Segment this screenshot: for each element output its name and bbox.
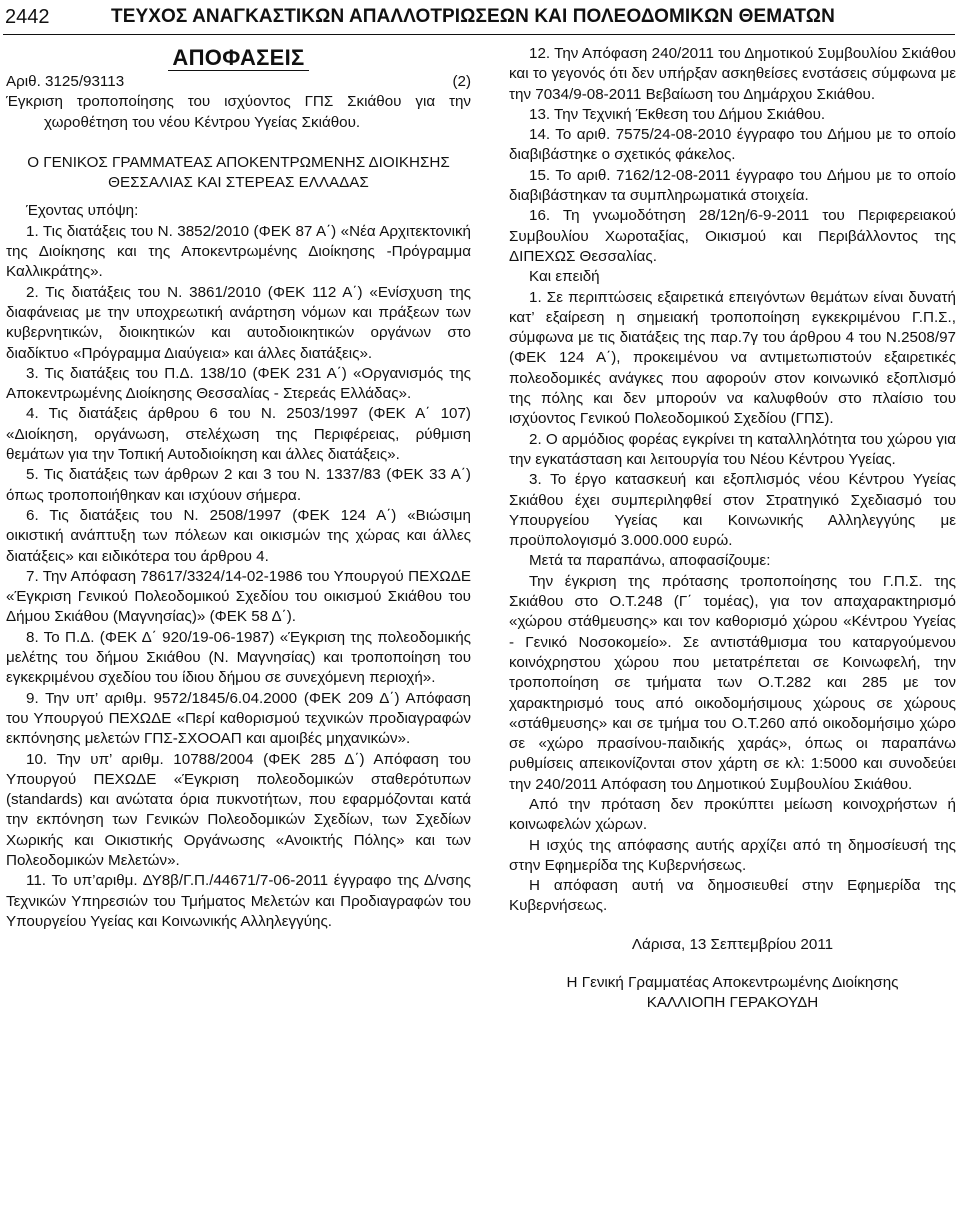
regard-item: 7. Την Απόφαση 78617/3324/14-02-1986 του Υπουργού ΠΕΧΩΔΕ «Έγκριση Γενικού Πολεοδομικού Σχεδίου του οικισμού Σκιάθου του Δήμου Σκιάθου (Μαγνησίας)» (ΦΕΚ 58 Δ΄). — [6, 567, 471, 626]
left-column — [6, 44, 471, 932]
regard-item: 3. Τις διατάξεις του Π.Δ. 138/10 (ΦΕΚ 231 Α΄) «Οργανισμός της Αποκεντρωμένης Διοίκησης Θεσσαλίας - Στερεάς Ελλάδας». — [6, 364, 471, 403]
regard-item: 1. Τις διατάξεις του Ν. 3852/2010 (ΦΕΚ 87 Α΄) «Νέα Αρχιτεκτονική της Διοίκησης και της Αποκεντρωμένης Διοίκησης -Πρόγραμμα Καλλικράτης». — [6, 222, 471, 281]
decision-number: Αριθ. 3125/93113 — [6, 73, 125, 90]
regard-item: 15. Το αριθ. 7162/12-08-2011 έγγραφο του Δήμου με το οποίο διαβιβάστηκαν τα συμπληρωματικά στοιχεία. — [509, 166, 956, 205]
decision-paragraph: Από την πρόταση δεν προκύπτει μείωση κοινοχρήστων ή κοινωφελών χώρων. — [509, 795, 956, 834]
whereas-item: 2. Ο αρμόδιος φορέας εγκρίνει τη καταλληλότητα του χώρου για την εγκατάσταση και λειτουργία του Νέου Κέντρου Υγείας. — [509, 430, 956, 468]
having-regard: Έχοντας υπόψη: — [26, 202, 139, 220]
regard-item: 11. Το υπ’αριθμ. ΔΥ8β/Γ.Π./44671/7-06-2011 έγγραφο της Δ/νσης Τεχνικών Υπηρεσιών του Τμήματος Μελετών και Προδιαγραφών του Υπουργείου Υγείας και Κοινωνικής Αλληλεγγύης. — [6, 872, 471, 930]
regard-item: 4. Τις διατάξεις άρθρου 6 του Ν. 2503/1997 (ΦΕΚ Α΄ 107) «Διοίκηση, οργάνωση, στελέχωση της Περιφέρειας, ρύθμιση θεμάτων για την Τοπική Αυτοδιοίκηση και άλλες διατάξεις». — [6, 405, 471, 464]
regard-item: 5. Τις διατάξεις των άρθρων 2 και 3 του Ν. 1337/83 (ΦΕΚ 33 Α΄) όπως τροποποιήθηκαν και ισχύουν σήμερα. — [6, 466, 471, 504]
regard-item: 8. Το Π.Δ. (ΦΕΚ Δ΄ 920/19-06-1987) «Έγκριση της πολεοδομικής μελέτης του δήμου Σκιάθου (Ν. Μαγνησίας) και τροποποίηση του εγκεκριμένου σχεδίου του ίδιου δήμου σε συνεχόμενη περιοχή». — [6, 628, 471, 687]
signature-title: Η Γενική Γραμματέας Αποκεντρωμένης Διοίκησης — [566, 974, 899, 992]
signature-name: ΚΑΛΛΙΟΠΗ ΓΕΡΑΚΟΥΔΗ — [646, 994, 819, 1012]
regard-item: 14. Το αριθ. 7575/24-08-2010 έγγραφο του Δήμου με το οποίο διαβιβάστηκε ο σχετικός φάκελος. — [509, 126, 956, 164]
decision-paragraph: Την έγκριση της πρότασης τροποποίησης του Γ.Π.Σ. της Σκιάθου στο Ο.Τ.248 (Γ΄ τομέας), για τον απαχαρακτηρισμό «χώρου στάθμευσης» και τον καθορισμό χώρου «Κέντρου Υγείας - Γενικό Νοσοκομείο». Σε αντιστάθμισμα του καταργούμενου κοινόχρηστου χώρου που μετατρέπεται σε Κοινωφελή, την τροποποίηση σε τμήματα των Ο.Τ.282 και 285 με τον χαρακτηρισμό τους από οικοδομήσιμους χώρους σε χώρους «στάθμευσης» και σε τμήμα του Ο.Τ.260 από οικοδομήσιμο χώρο σε «χώρο πρασίνου-παιδικής χαράς», όπως οι παραπάνω ρυθμίσεις απεικονίζονται στον χάρτη σε κλ: 1:5000 και συνοδεύει την 240/2011 Απόφαση του Δημοτικού Συμβουλίου Σκιάθου. — [509, 572, 956, 793]
section-title: ΑΠΟΦΑΣΕΙΣ — [6, 44, 471, 72]
regard-item: 9. Την υπ’ αριθμ. 9572/1845/6.04.2000 (ΦΕΚ 209 Δ΄) Απόφαση του Υπουργού ΠΕΧΩΔΕ «Περί καθορισμού τεχνικών προδιαγραφών εκπόνησης μελετών ΓΠΣ-ΣΧΟΟΑΠ και αμοιβές μηχανικών». — [6, 689, 471, 748]
decision-number-line — [6, 72, 471, 92]
regard-item: 13. Την Τεχνική Έκθεση του Δήμου Σκιάθου. — [529, 105, 826, 123]
issuer-heading: Ο ΓΕΝΙΚΟΣ ΓΡΑΜΜΑΤΕΑΣ ΑΠΟΚΕΝΤΡΩΜΕΝΗΣ ΔΙΟΙΚΗΣΗΣ ΘΕΣΣΑΛΙΑΣ ΚΑΙ ΣΤΕΡΕΑΣ ΕΛΛΑΔΑΣ — [27, 153, 450, 192]
whereas-item: 1. Σε περιπτώσεις εξαιρετικά επειγόντων θεμάτων είναι δυνατή κατ’ εξαίρεση η σημειακή τροποποίηση εγκεκριμένου Γ.Π.Σ., σύμφωνα με τις διατάξεις της παρ.7γ του άρθρου 4 του Ν.2508/97 (ΦΕΚ 124 Α΄), προκειμένου να αντιμετωπιστούν εξαιρετικές πολεοδομικές ανάγκες που αφορούν στον κοινωνικό εξοπλισμό της πόλης και δεν μπορούν να καλυφθούν στο πλαίσιο του ισχύοντος Γενικού Πολεοδομικού Σχεδίου (ΓΠΣ). — [509, 288, 956, 428]
gazette-header — [3, 0, 955, 35]
right-column — [509, 44, 956, 1014]
regard-item: 10. Την υπ’ αριθμ. 10788/2004 (ΦΕΚ 285 Δ΄) Απόφαση του Υπουργού ΠΕΧΩΔΕ «Έγκριση πολεοδομικών σταθερότυπων (standards) και ανώτατα όρια πυκνοτήτων, που εφαρμόζονται κατά την εκπόνηση των Γενικών Πολεοδομικών Σχεδίων, των Σχεδίων Χωρικής και Οικιστικής Οργάνωσης «Ανοικτής Πόλης» και των Πολεοδομικών Μελετών». — [6, 750, 471, 869]
regard-item: 6. Τις διατάξεις του Ν. 2508/1997 (ΦΕΚ 124 Α΄) «Βιώσιμη οικιστική ανάπτυξη των πόλεων και οικισμών της χώρας και άλλες διατάξεις» και ειδικότερα του άρθρου 4. — [6, 506, 471, 565]
decision-index: (2) — [452, 73, 471, 90]
regard-item: 2. Τις διατάξεις του Ν. 3861/2010 (ΦΕΚ 112 Α΄) «Ενίσχυση της διαφάνειας με την υποχρεωτική ανάρτηση νόμων και πράξεων των κυβερνητικών, διοικητικών και αυτοδιοικητικών οργάνων στο διαδίκτυο «Πρόγραμμα Διαύγεια» και άλλες διατάξεις». — [6, 283, 471, 362]
whereas-heading: Και επειδή — [529, 268, 600, 286]
decision-paragraph: Η ισχύς της απόφασης αυτής αρχίζει από τη δημοσίευσή της στην Εφημερίδα της Κυβερνήσεως. — [509, 836, 956, 874]
page-number: 2442 — [5, 6, 50, 28]
gazette-title: ΤΕΥΧΟΣ ΑΝΑΓΚΑΣΤΙΚΩΝ ΑΠΑΛΛΟΤΡΙΩΣΕΩΝ ΚΑΙ ΠΟΛΕΟΔΟΜΙΚΩΝ ΘΕΜΑΤΩΝ — [111, 6, 835, 27]
regard-item: 16. Τη γνωμοδότηση 28/12η/6-9-2011 του Περιφερειακού Συμβουλίου Χωροταξίας, Οικισμού και Περιβάλλοντος της ΔΙΠΕΧΩΣ Θεσσαλίας. — [509, 207, 956, 265]
decision-intro: Μετά τα παραπάνω, αποφασίζουμε: — [529, 552, 771, 570]
regard-item: 12. Την Απόφαση 240/2011 του Δημοτικού Συμβουλίου Σκιάθου και το γεγονός ότι δεν υπήρξαν ασκηθείσες ενστάσεις σύμφωνα με την 7034/9-08-2011 Βεβαίωση του Δημάρχου Σκιάθου. — [509, 45, 956, 103]
signature-place-date: Λάρισα, 13 Σεπτεμβρίου 2011 — [631, 935, 834, 953]
decision-subject: Έγκριση τροποποίησης του ισχύοντος ΓΠΣ Σκιάθου για την χωροθέτηση του νέου Κέντρου Υγείας Σκιάθου. — [6, 93, 471, 131]
decision-paragraph: Η απόφαση αυτή να δημοσιευθεί στην Εφημερίδα της Κυβερνήσεως. — [509, 877, 956, 915]
whereas-item: 3. Το έργο κατασκευή και εξοπλισμός νέου Κέντρου Υγείας Σκιάθου έχει συμπεριληφθεί στον Στρατηγικό Σχεδιασμό του Υπουργείου Υγείας και Κοινωνικής Αλληλεγγύης με προϋπολογισμό 3.000.000 ευρώ. — [509, 471, 956, 550]
